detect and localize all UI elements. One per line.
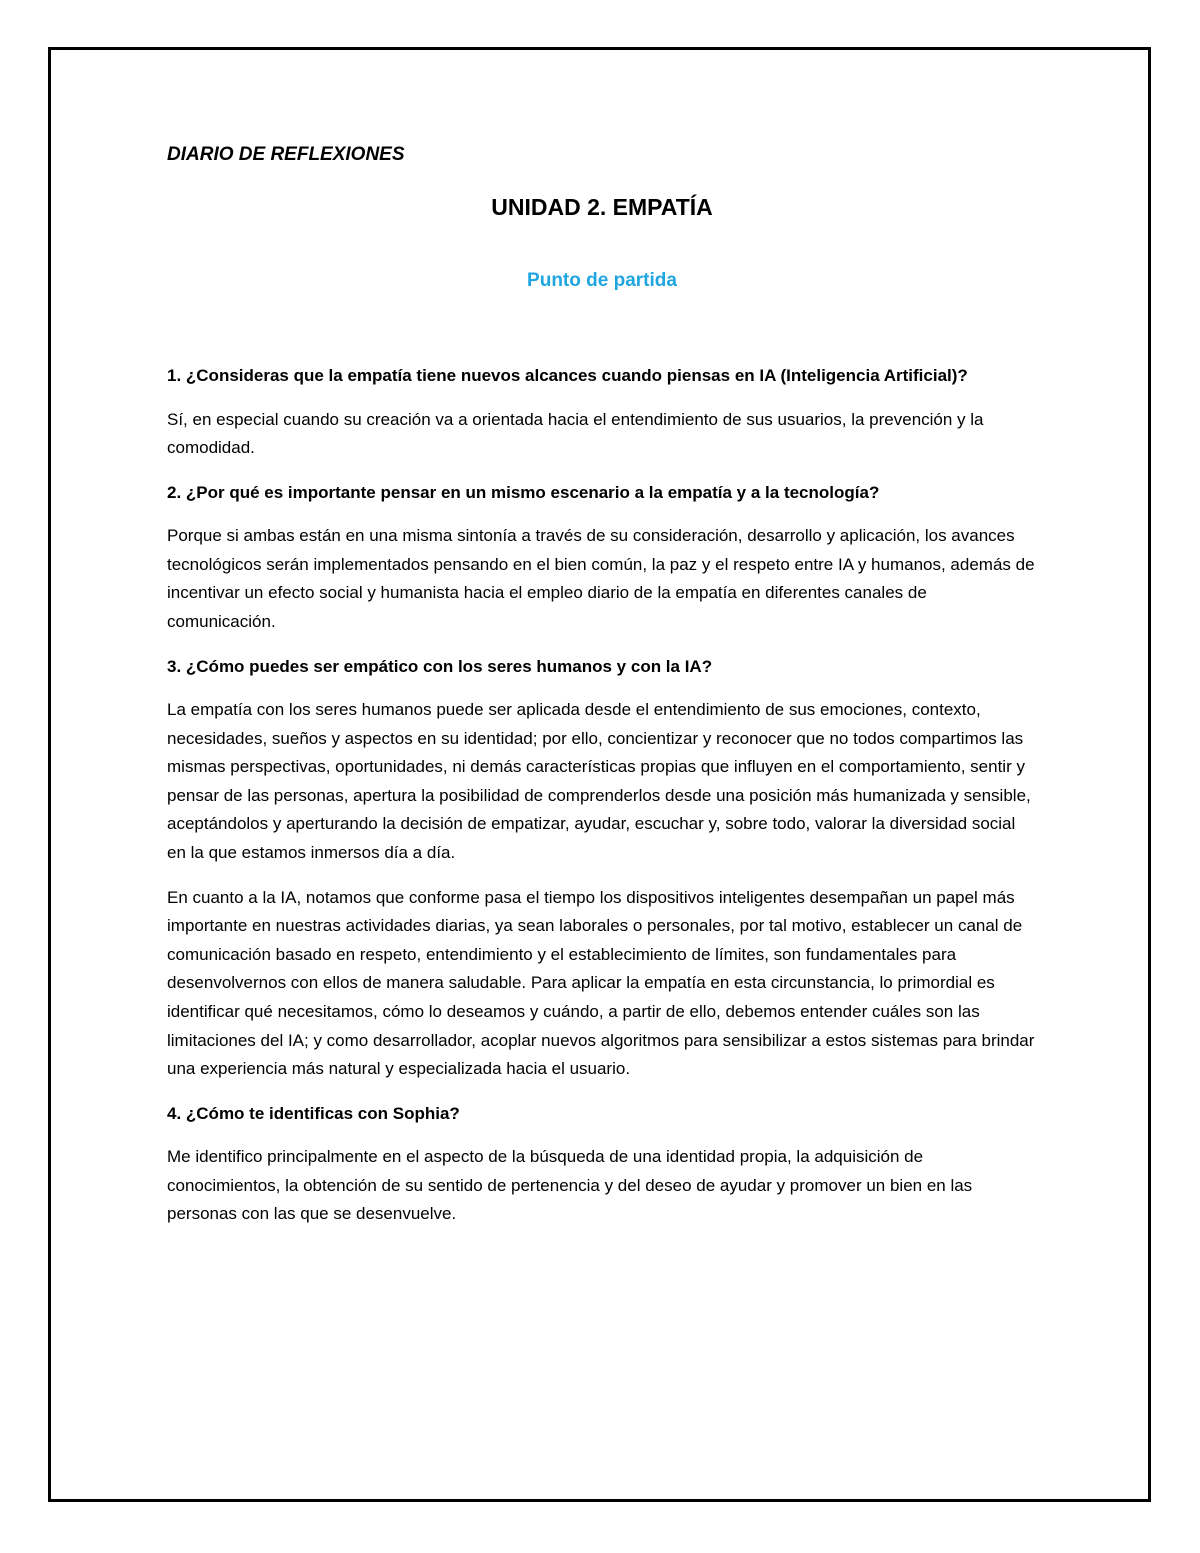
- question-1: 1. ¿Consideras que la empatía tiene nuevos alcances cuando piensas en IA (Inteligencia Artificial)?: [167, 366, 968, 385]
- question-3: 3. ¿Cómo puedes ser empático con los seres humanos y con la IA?: [167, 656, 713, 676]
- qa-list: [167, 362, 1037, 1229]
- answer-4: Me identifico principalmente en el aspecto de la búsqueda de una identidad propia, la adquisición de conocimientos, la obtención de su sentido de pertenencia y del deseo de ayudar y promover un bien en las personas con las que se desenvuelve.: [167, 1147, 973, 1224]
- answer-1: Sí, en especial cuando su creación va a orientada hacia el entendimiento de sus usuarios, la prevención y la comodidad.: [167, 409, 984, 458]
- answer-3-ia: En cuanto a la IA, notamos que conforme pasa el tiempo los dispositivos inteligentes desempañan un papel más importante en nuestras actividades diarias, ya sean laborales o personales, por tal motivo, establecer un canal de comunicación basado en respeto, entendimiento y el establecimiento de límites, son fundamentales para desenvolvernos con ellos de manera saludable. Para aplicar la empatía en esta circunstancia, lo primordial es identificar qué necesitamos, cómo lo deseamos y cuándo, a partir de ello, debemos entender cuáles son las limitaciones del IA; y como desarrollador, acoplar nuevos algoritmos para sensibilizar a estos sistemas para brindar una experiencia más natural y especializada hacia el usuario.: [167, 887, 1035, 1079]
- document-body: [167, 140, 1037, 1245]
- answer-3-humans: La empatía con los seres humanos puede ser aplicada desde el entendimiento de sus emociones, contexto, necesidades, sueños y aspectos en su identidad; por ello, concientizar y reconocer que no todos compartimos las mismas perspectivas, oportunidades, ni demás características propias que influyen en el comportamiento, sentir y pensar de las personas, apertura la posibilidad de comprenderlos desde una posición más humanizada y sensible, aceptándolos y aperturando la decisión de empatizar, ayudar, escuchar y, sobre todo, valorar la diversidad social en la que estamos inmersos día a día.: [167, 700, 1031, 863]
- diary-header: DIARIO DE REFLEXIONES: [167, 144, 405, 165]
- section-title: Punto de partida: [527, 270, 677, 291]
- question-2: 2. ¿Por qué es importante pensar en un mismo escenario a la empatía y a la tecnología?: [167, 482, 880, 502]
- question-4: 4. ¿Cómo te identificas con Sophia?: [167, 1103, 460, 1123]
- unit-title: UNIDAD 2. EMPATÍA: [491, 194, 713, 220]
- answer-2: Porque si ambas están en una misma sintonía a través de su consideración, desarrollo y aplicación, los avances tecnológicos serán implementados pensando en el bien común, la paz y el respeto entre IA y humanos, además de incentivar un efecto social y humanista hacia el empleo diario de la empatía en diferentes canales de comunicación.: [167, 526, 1035, 631]
